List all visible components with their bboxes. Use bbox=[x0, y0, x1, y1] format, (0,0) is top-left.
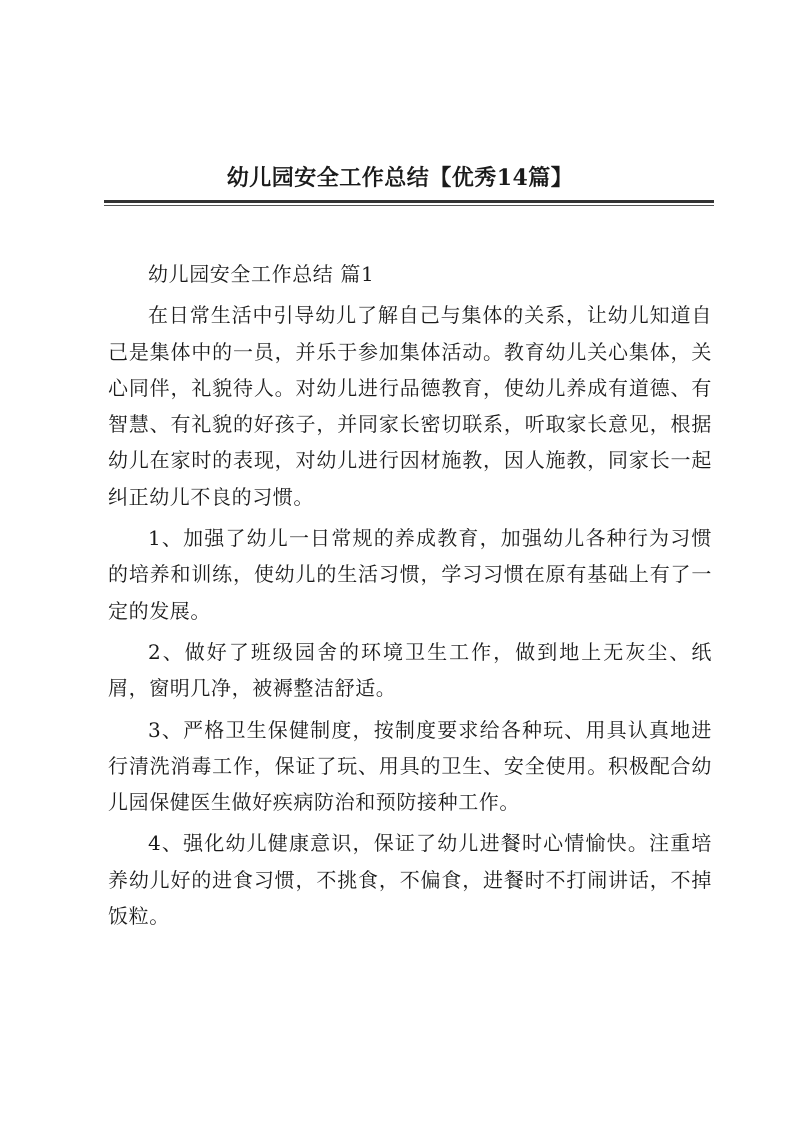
paragraph-item-4: 4、强化幼儿健康意识，保证了幼儿进餐时心情愉快。注重培养幼儿好的进食习惯，不挑食，不偏食，进餐时不打闹讲话，不掉饭粒。 bbox=[108, 831, 712, 929]
title-divider-thin bbox=[104, 205, 714, 206]
document-title: 幼儿园安全工作总结【优秀14篇】 bbox=[226, 165, 574, 191]
document-body bbox=[108, 256, 712, 939]
paragraph-intro: 在日常生活中引导幼儿了解自己与集体的关系，让幼儿知道自己是集体中的一员，并乐于参加集体活动。教育幼儿关心集体，关心同伴，礼貌待人。对幼儿进行品德教育，使幼儿养成有道德、有智慧、有礼貌的好孩子，并同家长密切联系，听取家长意见，根据幼儿在家时的表现，对幼儿进行因材施教，因人施教，同家长一起纠正幼儿不良的习惯。 bbox=[108, 303, 712, 509]
paragraph-item-1: 1、加强了幼儿一日常规的养成教育，加强幼儿各种行为习惯的培养和训练，使幼儿的生活习惯，学习习惯在原有基础上有了一定的发展。 bbox=[108, 526, 712, 623]
section-heading: 幼儿园安全工作总结 篇1 bbox=[148, 262, 375, 286]
title-divider-thick bbox=[104, 200, 714, 203]
paragraph-item-2: 2、做好了班级园舍的环境卫生工作，做到地上无灰尘、纸屑，窗明几净，被褥整洁舒适。 bbox=[108, 639, 712, 701]
paragraph-item-3: 3、严格卫生保健制度，按制度要求给各种玩、用具认真地进行清洗消毒工作，保证了玩、用具的卫生、安全使用。积极配合幼儿园保健医生做好疾病防治和预防接种工作。 bbox=[108, 717, 712, 815]
